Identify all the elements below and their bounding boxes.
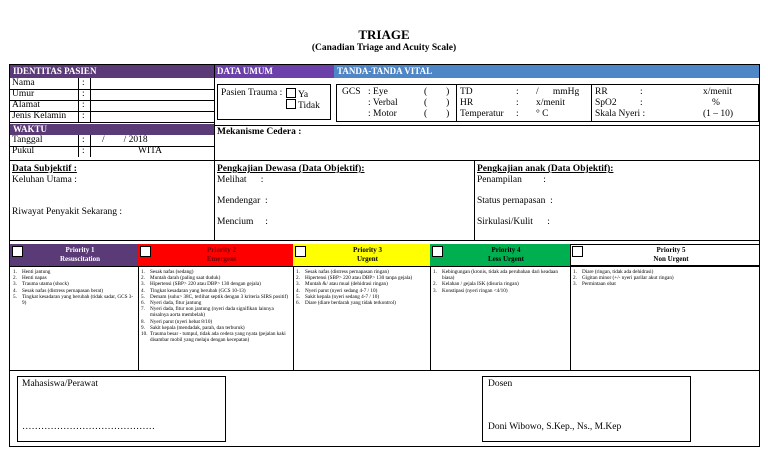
priority-2-item [141, 306, 291, 318]
tidak-label: Tidak [298, 101, 320, 111]
priority-5-title: Priority 5 [656, 246, 686, 254]
field-alamat-label: Alamat [12, 100, 40, 110]
dosen-name: Doni Wibowo, S.Kep., Ns., M.Kep [488, 422, 622, 432]
rr-label: RR [595, 87, 608, 97]
anak-penampilan: Penampilan : [477, 175, 546, 185]
mahasiswa-label: Mahasiswa/Perawat [22, 379, 98, 389]
field-alamat-sep: : [82, 100, 85, 110]
priority-5-item [573, 281, 757, 287]
item-text: Sakit kepala (nyeri sedang 4-7 / 10) [305, 293, 380, 300]
priority-3-list [296, 269, 428, 306]
priority-2-item [141, 331, 291, 343]
priority-4-item [433, 269, 568, 281]
priority-2-list [141, 269, 291, 343]
priority-header-row [10, 244, 760, 266]
item-text: Nyeri parut (nyeri hebat 8/10) [150, 318, 213, 325]
dewasa-mencium: Mencium : [217, 217, 268, 227]
spo2-label: SpO2 [595, 98, 617, 108]
item-number: 3. [296, 281, 300, 288]
riwayat-label: Riwayat Penyakit Sekarang : [12, 207, 123, 217]
field-jk-label: Jenis Kelamin [12, 111, 67, 121]
item-text: Trauma utama (shock) [22, 281, 69, 288]
field-umur-sep: : [82, 89, 85, 99]
item-number: 3. [141, 281, 145, 288]
tidak-checkbox[interactable] [286, 99, 296, 109]
waktu-table [10, 135, 214, 159]
priority-3-title: Priority 3 [353, 246, 382, 254]
identitas-header: IDENTITAS PASIEN [10, 65, 214, 78]
ya-checkbox[interactable] [286, 88, 296, 98]
nyeri-label: Skala Nyeri : [595, 109, 646, 119]
trauma-tidak[interactable] [286, 99, 320, 111]
field-nama-sep: : [82, 78, 85, 88]
item-text: Nyeri dada, fitur non jantung (nyeri dada signifikan lainnya misalnya aorta membelah) [150, 306, 274, 319]
item-text: Diare (ringan, tidak ada dehidrasi) [582, 269, 654, 275]
priority-5-list [573, 269, 757, 288]
gcs-motor-value[interactable]: ( ) [424, 109, 450, 119]
gcs-verbal: : Verbal [368, 98, 398, 108]
temp-label: Temperatur [460, 109, 504, 119]
anak-heading: Pengkajian anak (Data Objektif): [477, 164, 614, 174]
spo2-value[interactable]: % [712, 98, 720, 108]
priority-2-sub: Emergent [206, 255, 237, 263]
anak-pernapasan: Status pernapasan : [477, 196, 553, 206]
item-number: 1. [573, 269, 577, 275]
keluhan-label: Keluhan Utama : [12, 175, 77, 185]
priority-2-title: Priority 2 [207, 246, 236, 254]
td-value[interactable]: / mmHg [536, 87, 580, 97]
field-nama-label: Nama [12, 78, 35, 88]
field-umur-label: Umur [12, 89, 35, 99]
subjektif-heading: Data Subjektif : [12, 164, 77, 174]
td-sep: : [516, 87, 519, 97]
item-number: 1. [141, 269, 145, 275]
item-number: 2. [13, 275, 17, 282]
pukul-value[interactable]: WITA [138, 146, 163, 156]
field-jk-sep: : [82, 111, 85, 121]
item-number: 9. [141, 324, 145, 331]
item-text: Konstipasi (nyeri ringan <4/10) [442, 287, 508, 294]
pukul-sep: : [82, 146, 85, 156]
item-text: Gigitan minor (+/- nyeri parilar akut ringan) [582, 275, 674, 282]
pukul-label: Pukul [12, 146, 35, 156]
item-number: 4. [296, 287, 300, 294]
item-number: 5. [141, 293, 145, 300]
priority-3-header[interactable] [293, 244, 430, 266]
item-number: 10. [141, 331, 148, 338]
item-number: 1. [13, 269, 17, 275]
page-subtitle: (Canadian Triage and Acuity Scale) [311, 43, 457, 53]
item-text: Nyeri parut (nyeri sedang 4-7 / 10) [305, 287, 378, 294]
dosen-label: Dosen [488, 379, 513, 389]
dosen-box[interactable] [482, 376, 691, 442]
tanggal-label: Tanggal [12, 135, 43, 145]
priority-5-checkbox[interactable] [572, 246, 583, 257]
item-number: 2. [573, 275, 577, 282]
gcs-eye-value[interactable]: ( ) [424, 87, 450, 97]
item-number: 6. [141, 300, 145, 307]
item-number: 3. [13, 281, 17, 288]
item-text: Kelahan / gejala ISK (disuria ringan) [442, 281, 519, 288]
item-number: 1. [296, 269, 300, 275]
data-umum-header: DATA UMUM [214, 65, 334, 78]
priority-1-list [13, 269, 135, 306]
item-text: Henti jantung [22, 269, 51, 275]
item-number: 5. [13, 293, 17, 300]
item-text: Muntah &/ atau mual (dehidrasi ringan) [305, 281, 388, 288]
priority-4-item [433, 288, 568, 294]
rr-sep: : [640, 87, 643, 97]
item-text: Sesak nafas (sedang) [150, 269, 194, 275]
item-text: Hipertensi (SBP> 220 atau DBP> 130 dengan gejala) [150, 281, 261, 288]
item-number: 5. [296, 293, 300, 300]
item-text: Nyeri dada, fitur jantung [150, 300, 202, 307]
item-text: Tingkat kesadaran yang berubah (tidak sadar, GCS 3-9) [22, 293, 134, 307]
priority-4-checkbox[interactable] [432, 246, 443, 257]
gcs-verbal-value[interactable]: ( ) [424, 98, 450, 108]
dewasa-mendengar: Mendengar : [217, 196, 268, 206]
item-number: 7. [141, 306, 145, 313]
item-number: 3. [573, 281, 577, 288]
item-text: Henti napas [22, 275, 47, 282]
mahasiswa-signature-line: …………………………………… [22, 422, 155, 432]
priority-1-sub: Resuscitation [59, 255, 101, 263]
item-number: 2. [141, 275, 145, 282]
tanggal-sep: : [82, 135, 85, 145]
item-number: 2. [296, 275, 300, 282]
priority-5-header[interactable] [570, 244, 760, 266]
item-number: 8. [141, 318, 145, 325]
hr-label: HR [460, 98, 474, 108]
anak-sirkulasi: Sirkulasi/Kulit : [477, 217, 550, 227]
priority-2-checkbox[interactable] [140, 246, 151, 257]
priority-1-header[interactable] [10, 244, 138, 266]
mekanisme-label: Mekanisme Cedera : [217, 127, 302, 137]
identitas-table [10, 78, 214, 124]
td-label: TD [460, 87, 473, 97]
gcs-label: GCS [342, 87, 361, 97]
priority-5-sub: Non Urgent [653, 255, 689, 263]
item-text: Demam (suhu> 38C, terlihat septik dengan 3 kriteria SIRS positif) [150, 293, 289, 300]
item-text: Muntah darah (paling saat duduk) [150, 275, 221, 282]
nyeri-value[interactable]: (1 – 10) [703, 109, 734, 119]
item-text: Hipertensi (SBP> 220 atau DBP> 130 tanpa gejala) [305, 275, 413, 282]
tanggal-value[interactable]: / / 2018 [102, 135, 148, 145]
priority-4-header[interactable] [430, 244, 570, 266]
item-number: 2. [433, 281, 437, 288]
gcs-eye: : Eye [368, 87, 388, 97]
item-text: Sesak nafas (distress pernapasan berat) [22, 287, 103, 294]
page-title: TRIAGE [358, 27, 410, 42]
priority-3-checkbox[interactable] [295, 246, 306, 257]
priority-4-sub: Less Urgent [488, 255, 524, 263]
priority-1-title: Priority 1 [65, 246, 95, 254]
item-text: Sakit kepala (mendadak, parah, dan terburuk) [150, 324, 245, 331]
item-text: Diare (diare berdarah yang tidak terkontrol) [305, 300, 396, 307]
priority-2-header[interactable] [138, 244, 293, 266]
priority-list-row [10, 266, 760, 370]
waktu-header: WAKTU [10, 124, 214, 135]
item-text: Sesak nafas (distress pernapasan ringan) [305, 269, 389, 275]
dewasa-heading: Pengkajian Dewasa (Data Objektif): [217, 164, 365, 174]
item-number: 1. [433, 269, 437, 275]
spo2-sep: : [640, 98, 643, 108]
dewasa-melihat: Melihat : [217, 175, 264, 185]
hr-sep: : [516, 98, 519, 108]
gcs-motor: : Motor [368, 109, 397, 119]
ya-label: Ya [298, 90, 309, 100]
trauma-label: Pasien Trauma : [221, 88, 283, 98]
item-text: Tingkat kesadaran yang berubah (GCS 10-13) [150, 287, 246, 294]
item-text: Permintaan obat [582, 281, 616, 288]
hr-value[interactable]: x/menit [536, 98, 566, 108]
priority-1-item [13, 294, 135, 306]
item-number: 4. [141, 287, 145, 294]
item-text: Trauma besar - tumpul, tidak ada cedera yang nyata (pejalan kaki disambar mobil yang melaju dengan kecepatan) [150, 331, 286, 344]
item-number: 3. [433, 287, 437, 294]
priority-3-sub: Urgent [357, 255, 378, 263]
priority-3-item [296, 300, 428, 306]
rr-value[interactable]: x/menit [703, 87, 733, 97]
temp-value[interactable]: ° C [536, 109, 549, 119]
item-number: 6. [296, 300, 300, 307]
priority-1-checkbox[interactable] [12, 246, 23, 257]
priority-4-title: Priority 4 [491, 246, 521, 254]
item-text: Kebingungan (kronis, tidak ada perubahan dari keadaan biasa) [442, 269, 558, 282]
item-number: 4. [13, 287, 17, 294]
priority-4-list [433, 269, 568, 294]
vital-header: TANDA-TANDA VITAL [334, 65, 759, 78]
temp-sep: : [516, 109, 519, 119]
